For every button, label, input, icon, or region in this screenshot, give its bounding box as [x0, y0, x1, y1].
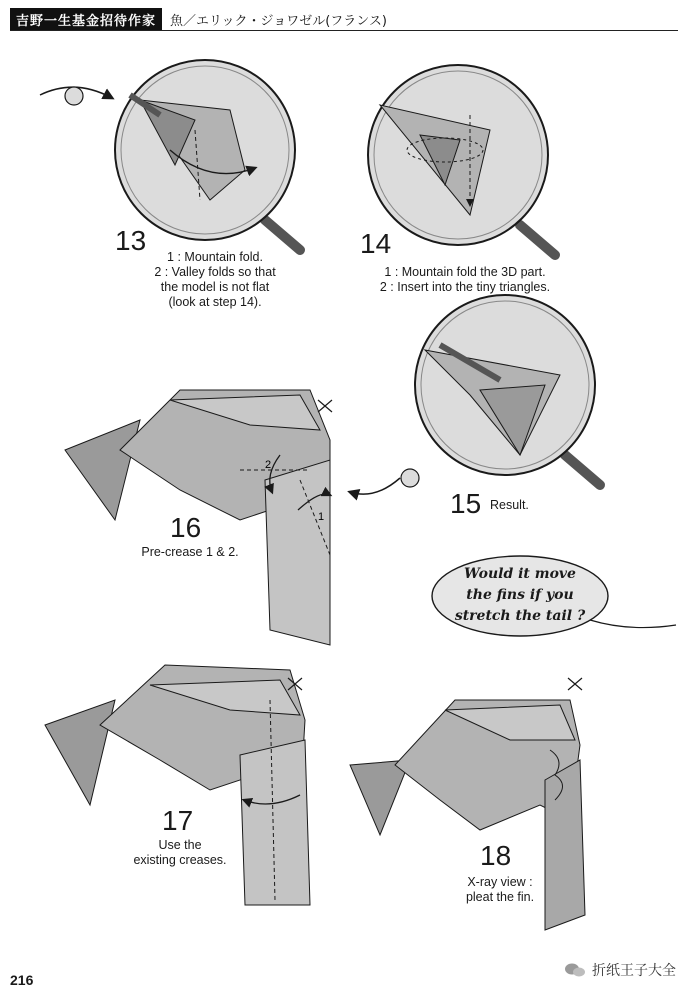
- bubble-line: the fins if you: [466, 587, 574, 603]
- step-15-number: 15: [450, 488, 482, 519]
- page-number: 216: [10, 972, 34, 988]
- step-14-line: 1 : Mountain fold the 3D part.: [384, 265, 546, 279]
- fold-label-2: 2: [265, 459, 272, 471]
- step-18-line: pleat the fin.: [465, 890, 535, 904]
- chat-bubble-icon: [564, 962, 586, 978]
- watermark-text: 折纸王子大全: [592, 963, 676, 979]
- watermark: [564, 960, 676, 980]
- bubble-line: Would it move: [464, 566, 576, 582]
- bubble-line: stretch the tail ?: [454, 608, 586, 624]
- view-eye-icon: [40, 87, 112, 105]
- step-16-number: 16: [170, 512, 202, 543]
- series-label: 吉野一生基金招待作家: [10, 8, 162, 31]
- step-13-line: 1 : Mountain fold.: [167, 250, 263, 264]
- view-eye-icon-2: [350, 469, 419, 494]
- step-15-magnifier: [415, 295, 600, 485]
- step-13-line: (look at step 14).: [168, 295, 262, 309]
- step-14-number: 14: [360, 228, 392, 259]
- step-15-caption: Result.: [490, 498, 529, 512]
- step-18-line: X-ray view :: [467, 875, 533, 889]
- fold-label-1: 1: [318, 511, 325, 523]
- step-14-magnifier: [368, 65, 555, 255]
- step-14-instructions: [365, 265, 565, 295]
- step-18-number: 18: [480, 840, 512, 871]
- diagram-title: 魚／エリック・ジョワゼル(フランス): [170, 13, 387, 29]
- speech-bubble-text: [440, 564, 600, 627]
- step-17-line: existing creases.: [133, 853, 227, 867]
- step-13-line: 2 : Valley folds so that: [154, 265, 276, 279]
- step-13-number: 13: [115, 225, 147, 256]
- step-16-caption: Pre-crease 1 & 2.: [141, 545, 239, 559]
- step-18-instructions: [455, 875, 545, 905]
- step-13-line: the model is not flat: [160, 280, 270, 294]
- step-14-line: 2 : Insert into the tiny triangles.: [379, 280, 551, 294]
- step-17-fish: [45, 665, 310, 905]
- step-13-instructions: [120, 250, 310, 310]
- step-17-number: 17: [162, 805, 194, 836]
- step-13-magnifier: [115, 60, 300, 250]
- step-17-line: Use the: [158, 838, 202, 852]
- step-17-instructions: [120, 838, 240, 868]
